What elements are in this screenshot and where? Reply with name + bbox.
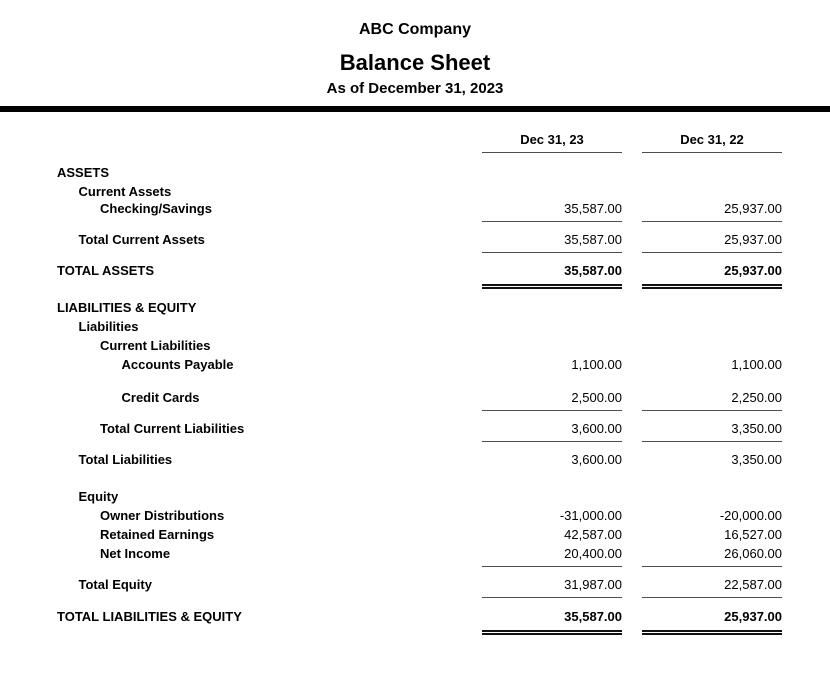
account-label: Equity — [78, 489, 119, 504]
account-label: Accounts Payable — [121, 357, 234, 372]
amount-col2: 26,060.00 — [642, 547, 782, 567]
row-total-equity — [0, 578, 830, 598]
row-credit-cards — [0, 391, 830, 411]
row-total-current-assets — [0, 233, 830, 253]
amount-col1: 20,400.00 — [482, 547, 622, 567]
account-label: Total Current Assets — [78, 232, 205, 247]
row-total-liabilities — [0, 453, 830, 467]
amount-col2: 16,527.00 — [724, 527, 782, 542]
account-label: TOTAL LIABILITIES & EQUITY — [57, 609, 242, 624]
row-accounts-payable — [0, 358, 830, 372]
amount-col2: 3,350.00 — [642, 422, 782, 442]
row-liabilities — [0, 320, 830, 334]
amount-col1: -31,000.00 — [559, 508, 622, 523]
report-body — [0, 133, 830, 635]
amount-col2: 22,587.00 — [642, 578, 782, 598]
amount-col1: 1,100.00 — [571, 357, 622, 372]
row-total-assets — [0, 264, 830, 289]
row-owner-distributions — [0, 509, 830, 523]
balance-sheet-report — [0, 20, 830, 673]
amount-col1: 31,987.00 — [482, 578, 622, 598]
account-label: Current Liabilities — [100, 338, 211, 353]
row-assets — [0, 166, 830, 180]
amount-col2: 2,250.00 — [642, 391, 782, 411]
amount-col2: -20,000.00 — [719, 508, 782, 523]
column-headers — [0, 133, 830, 153]
amount-col2: 3,350.00 — [731, 452, 782, 467]
row-equity — [0, 490, 830, 504]
account-label: Credit Cards — [121, 390, 200, 405]
row-liabilities-equity — [0, 301, 830, 315]
amount-col1: 35,587.00 — [482, 264, 622, 289]
account-label: ASSETS — [57, 165, 110, 180]
account-label: Net Income — [100, 546, 171, 561]
account-label: TOTAL ASSETS — [57, 263, 155, 278]
account-label: Total Current Liabilities — [100, 421, 245, 436]
report-title: Balance Sheet — [339, 50, 491, 75]
amount-col1: 42,587.00 — [564, 527, 622, 542]
report-header — [0, 20, 830, 98]
company-name: ABC Company — [358, 21, 471, 38]
header-divider — [0, 106, 830, 112]
column-header-current-period: Dec 31, 23 — [482, 133, 622, 153]
row-total-current-liabilities — [0, 422, 830, 442]
account-label: Total Liabilities — [78, 452, 173, 467]
amount-col1: 2,500.00 — [482, 391, 622, 411]
row-current-liabilities — [0, 339, 830, 353]
account-label: Checking/Savings — [100, 201, 212, 216]
amount-col2: 25,937.00 — [642, 610, 782, 635]
row-net-income — [0, 547, 830, 567]
amount-col1: 3,600.00 — [482, 422, 622, 442]
row-checking-savings — [0, 202, 830, 222]
row-current-assets — [0, 185, 830, 199]
amount-col2: 25,937.00 — [642, 264, 782, 289]
report-rows — [0, 166, 830, 635]
account-label: Owner Distributions — [100, 508, 225, 523]
account-label: Retained Earnings — [100, 527, 215, 542]
amount-col1: 35,587.00 — [482, 233, 622, 253]
account-label: Total Equity — [78, 577, 152, 592]
row-total-liabilities-equity — [0, 610, 830, 635]
column-header-prior-period: Dec 31, 22 — [642, 133, 782, 153]
amount-col2: 25,937.00 — [642, 202, 782, 222]
amount-col2: 25,937.00 — [642, 233, 782, 253]
report-subtitle: As of December 31, 2023 — [326, 80, 504, 97]
amount-col1: 35,587.00 — [482, 610, 622, 635]
account-label: Liabilities — [78, 319, 139, 334]
account-label: LIABILITIES & EQUITY — [57, 300, 197, 315]
account-label: Current Assets — [78, 184, 172, 199]
amount-col1: 35,587.00 — [482, 202, 622, 222]
amount-col1: 3,600.00 — [571, 452, 622, 467]
row-retained-earnings — [0, 528, 830, 542]
amount-col2: 1,100.00 — [731, 357, 782, 372]
